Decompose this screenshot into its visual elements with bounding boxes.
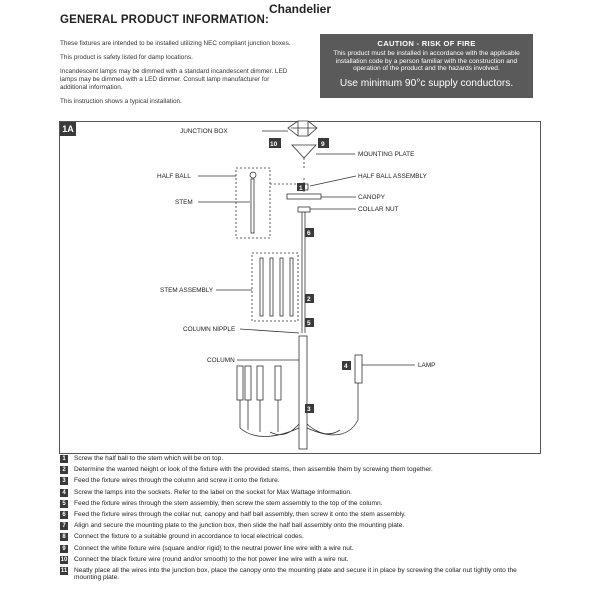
callout-number: 4 (344, 363, 348, 370)
lamp-shape (275, 366, 281, 400)
step-number: 1 (60, 455, 68, 463)
step-number: 7 (60, 522, 68, 530)
step-item (60, 477, 540, 488)
step-number: 3 (60, 477, 68, 485)
step-item (60, 533, 540, 544)
stem-piece (280, 258, 283, 316)
step-text: Feed the fixture wires through the column and screw it onto the fixture. (74, 477, 280, 485)
collar-nut-shape (298, 207, 310, 212)
label-stem-assembly: STEM ASSEMBLY (160, 287, 214, 294)
label-canopy: CANOPY (358, 194, 385, 201)
section-heading: GENERAL PRODUCT INFORMATION: (60, 14, 269, 26)
label-half-ball-assembly: HALF BALL ASSEMBLY (358, 173, 427, 180)
label-collar-nut: COLLAR NUT (358, 206, 399, 213)
step-item (60, 567, 540, 582)
callout-number: 6 (307, 230, 311, 237)
label-column-nipple: COLUMN NIPPLE (183, 326, 236, 333)
label-junction-box: JUNCTION BOX (180, 128, 228, 135)
canopy-shape (287, 194, 321, 199)
step-text: Connect the fixture to a suitable ground in accordance to local electrical codes. (74, 533, 304, 541)
stem-piece (260, 258, 263, 316)
label-stem: STEM (175, 199, 193, 206)
page-title: Chandelier (268, 2, 331, 16)
step-text: Connect the white fixture wire (square and/or rigid) to the neutral power line wire with a wire nut. (74, 544, 354, 552)
step-number: 8 (60, 533, 68, 541)
step-number: 4 (60, 489, 68, 497)
conductor-note: Use minimum 90°c supply conductors. (339, 77, 514, 89)
callout-number: 2 (307, 296, 311, 303)
callout-number: 3 (307, 406, 311, 413)
step-text: Screw the lamps into the sockets. Refer to the label on the socket for Max Wattage Information. (74, 488, 352, 496)
lamp-shape (245, 366, 251, 400)
step-number: 9 (60, 545, 68, 553)
step-text: Neatly place all the wires into the junction box, place the canopy onto the mounting plate and secure it in place by screwing the collar nut tightly onto the mounting plate. (74, 566, 517, 582)
detached-lamp-shape (355, 355, 362, 383)
half-ball-box (236, 168, 270, 238)
junction-box-shape (288, 121, 317, 136)
callout-number: 10 (270, 141, 278, 148)
column-shape (299, 336, 307, 449)
label-lamp: LAMP (418, 362, 436, 369)
stem-piece (270, 258, 273, 316)
intro-paragraph: Incandescent lamps may be dimmed with a standard incandescent dimmer. LED lamps may be dimmed with a LED dimmer. Consult lamp manufacturer for additional information. (60, 68, 288, 91)
step-text: Connect the black fixture wire (round and/or smooth) to the hot power line wire with a wire nut. (74, 555, 349, 563)
stem-shape (251, 179, 254, 233)
step-number: 10 (60, 556, 68, 563)
label-half-ball: HALF BALL (157, 173, 191, 180)
step-text: Determine the wanted height or look of the fixture with the provided stems, then assemble them by screwing them together. (74, 466, 433, 474)
callout-number: 1 (299, 185, 303, 192)
label-column: COLUMN (207, 357, 235, 364)
step-item (60, 489, 540, 500)
leader-column-nipple (240, 329, 299, 333)
intro-paragraph: This instruction shows a typical installation. (60, 98, 182, 105)
callout-number: 5 (307, 320, 311, 327)
instruction-steps (60, 455, 540, 582)
step-number: 5 (60, 500, 68, 508)
step-item (60, 522, 540, 533)
label-mounting-plate: MOUNTING PLATE (358, 151, 415, 158)
step-number: 6 (60, 511, 68, 519)
step-text: Feed the fixture wires through the stem assembly, then screw the stem assembly to the top of the column. (74, 499, 383, 507)
step-item (60, 511, 540, 522)
lamp-shape (257, 366, 263, 400)
canopy-top-shape (292, 145, 316, 158)
step-item (60, 556, 540, 567)
step-item (60, 545, 540, 556)
intro-paragraph: This product is safety listed for damp locations. (60, 54, 193, 61)
callout-number: 9 (321, 141, 325, 148)
leader-half-ball-assembly (310, 176, 356, 186)
step-number: 11 (60, 567, 68, 574)
stem-assembly-box (252, 253, 298, 321)
step-text: Align and secure the mounting plate to the junction box, then slide the half ball assembly onto the mounting plate. (74, 522, 405, 530)
intro-paragraph: These fixtures are intended to be installed utilizing NEC compliant junction boxes. (60, 40, 291, 47)
step-item (60, 466, 540, 477)
step-number: 2 (60, 466, 68, 474)
step-item (60, 455, 540, 466)
step-text: Feed the fixture wires through the collar nut, canopy and half ball assembly, then screw it onto the stem assembly. (74, 510, 406, 518)
half-ball-shape (250, 172, 256, 178)
lamp-shape (237, 366, 243, 400)
diagram-badge: 1A (60, 122, 76, 136)
step-item (60, 500, 540, 511)
caution-title: CAUTION - RISK OF FIRE (377, 39, 476, 48)
stem-piece (290, 258, 293, 316)
step-text: Screw the half ball to the stem which will be on top. (74, 455, 224, 462)
caution-body: This product must be installed in accordance with the applicable installation code by a person familiar with the construction and operation of the product and the hazards involved. (333, 50, 520, 73)
